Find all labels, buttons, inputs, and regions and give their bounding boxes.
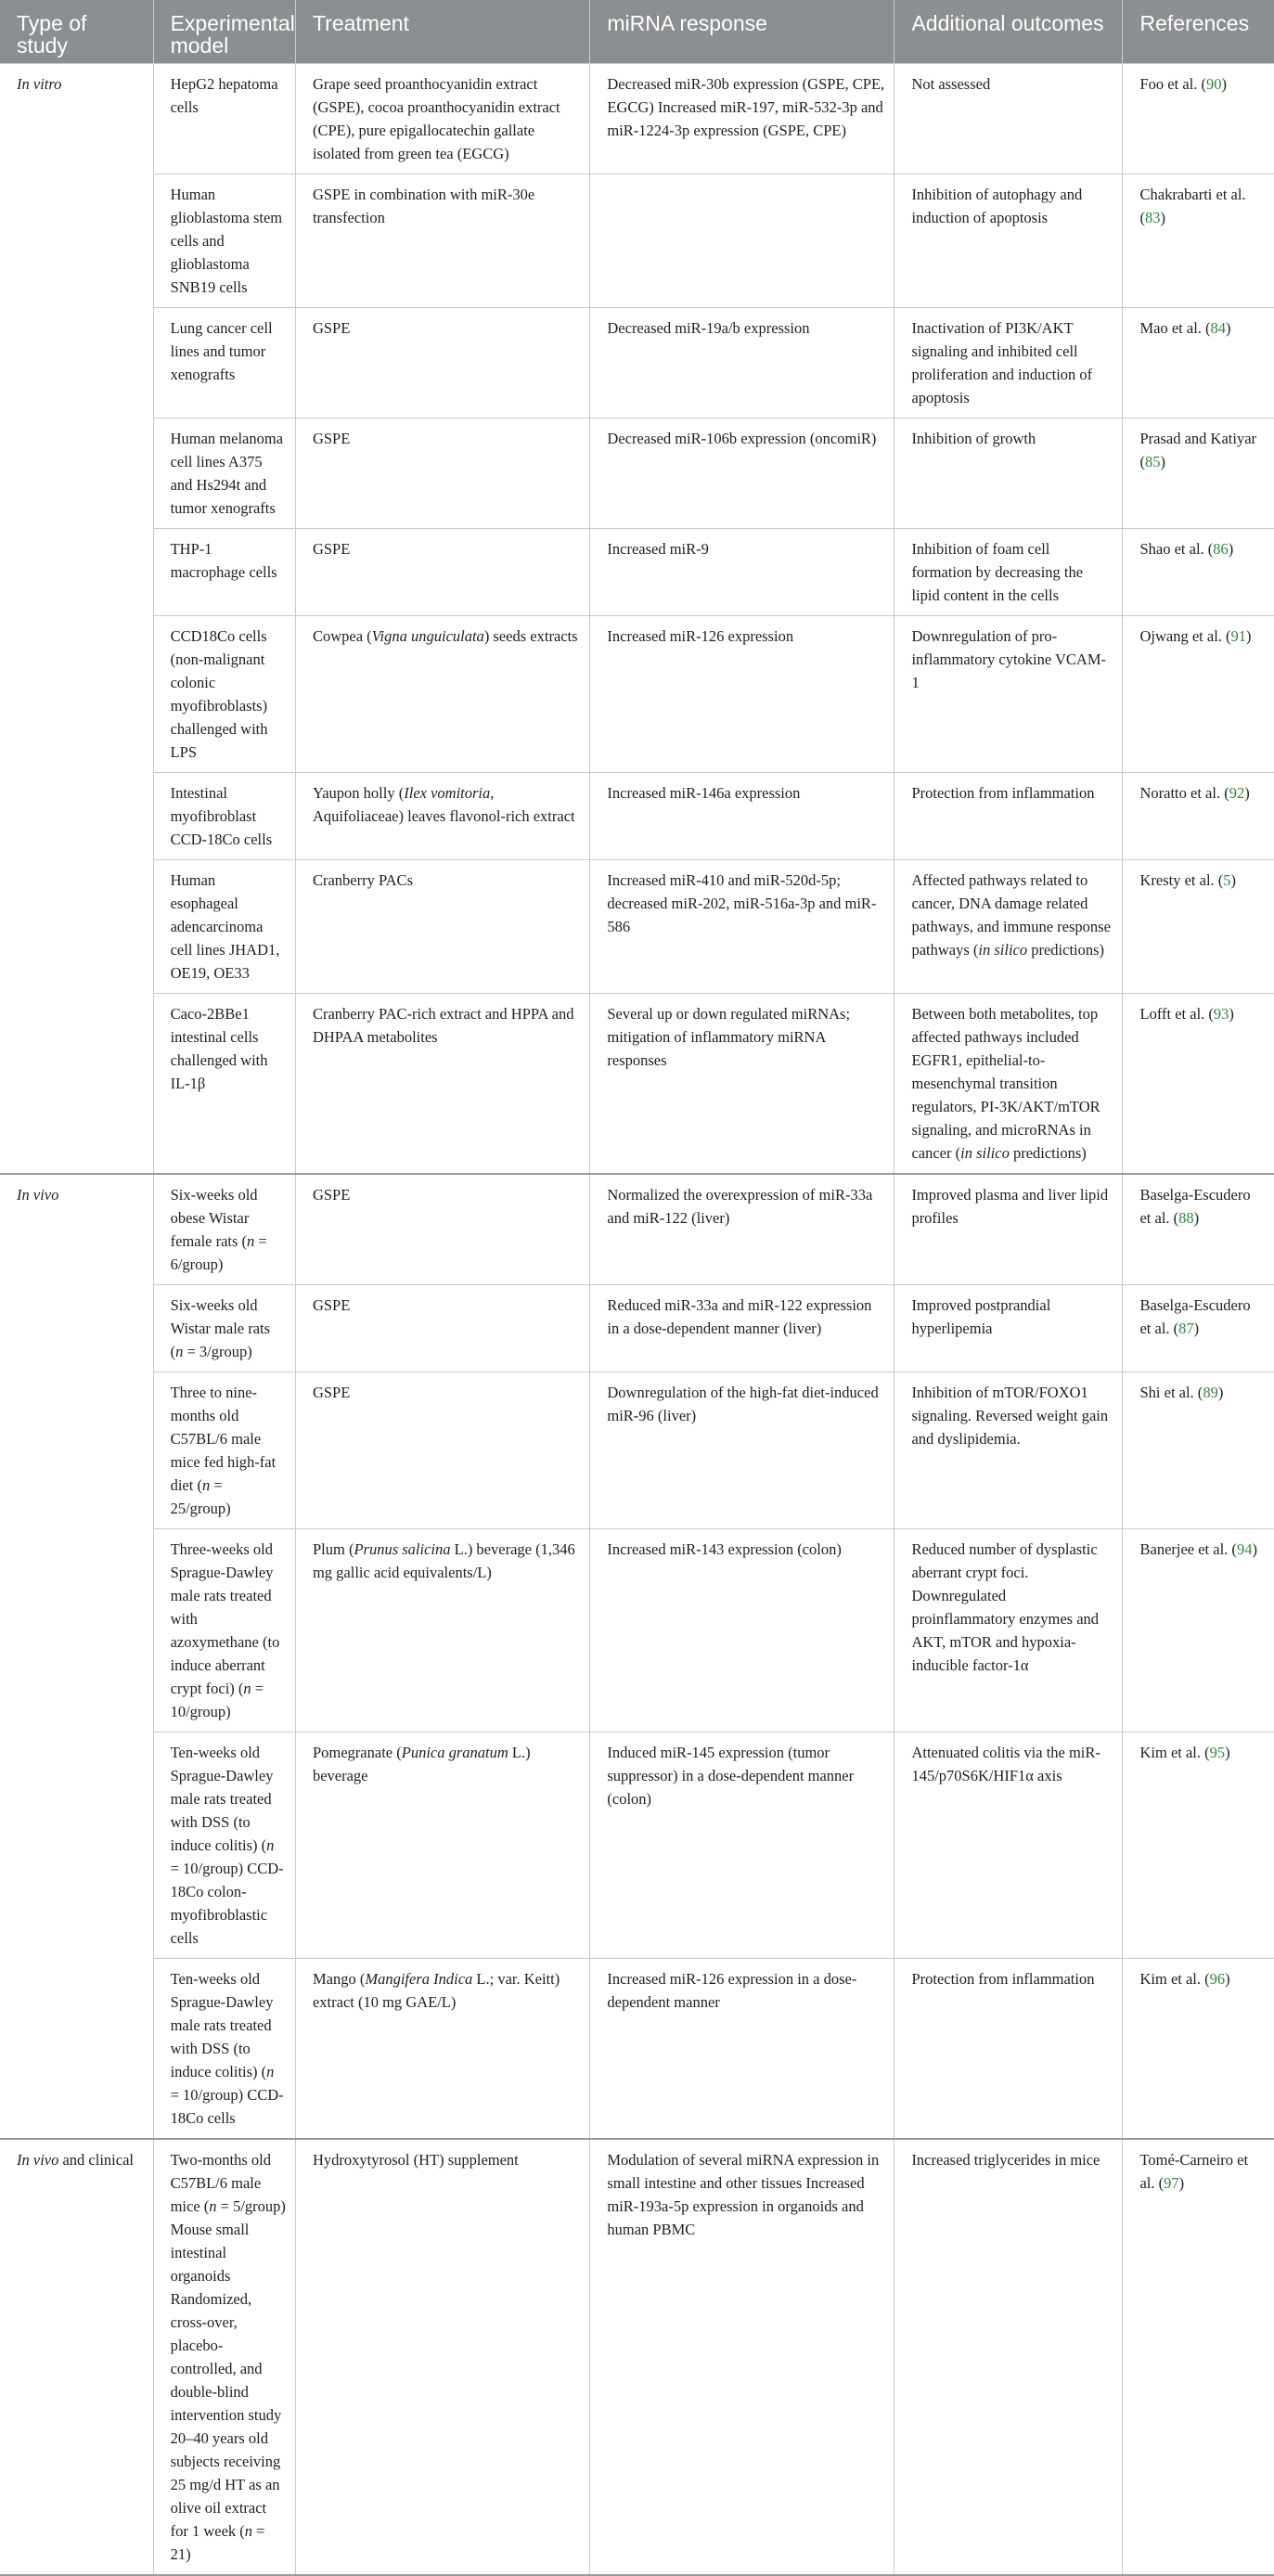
study-type-cell — [0, 2139, 153, 2575]
mirna-response-cell — [590, 1959, 894, 2140]
text-run: ) — [1193, 1209, 1200, 1227]
header-type-of-study: Type of study — [0, 0, 153, 64]
italic-text: in silico — [960, 1144, 1010, 1162]
text-run: ) seeds extracts — [483, 627, 578, 645]
text-run: Downregulation of pro-inflammatory cytokine VCAM-1 — [911, 627, 1107, 691]
outcomes-cell — [894, 419, 1123, 529]
text-run: Induced miR-145 expression (tumor suppressor) in a dose-dependent manner (colon) — [607, 1744, 855, 1808]
text-run: = 21) — [170, 2522, 265, 2563]
text-run: ) — [1244, 784, 1250, 802]
mirna-response-cell — [590, 994, 894, 1175]
mirna-response-cell — [590, 773, 894, 860]
text-run: , Aquifoliaceae) leaves flavonol-rich extract — [312, 784, 575, 825]
header-references: References — [1123, 0, 1274, 64]
text-run: Ten-weeks old Sprague-Dawley male rats treated with DSS (to induce colitis) ( — [170, 1744, 274, 1854]
model-cell — [153, 64, 295, 174]
model-cell — [153, 994, 295, 1175]
text-run: and clinical — [58, 2151, 134, 2169]
italic-text: Ilex vomitoria — [404, 784, 491, 802]
italic-text: In vivo — [17, 1186, 59, 1204]
table-row — [0, 773, 1274, 860]
text-run: Shi et al. ( — [1139, 1384, 1203, 1401]
treatment-cell — [295, 2139, 589, 2575]
table-row — [0, 616, 1274, 773]
text-run: L.) beverage — [312, 1744, 531, 1784]
text-run: Chakrabarti et al. ( — [1139, 186, 1246, 226]
text-run: GSPE — [312, 540, 351, 558]
text-run: Mango ( — [312, 1970, 366, 1988]
text-run: Noratto et al. ( — [1139, 784, 1229, 802]
outcomes-cell — [894, 773, 1123, 860]
reference-cell — [1123, 308, 1274, 419]
header-experimental-model: Experimental model — [153, 0, 295, 64]
text-run: Human melanoma cell lines A375 and Hs294t and tumor xenografts — [170, 430, 284, 517]
treatment-cell — [295, 64, 589, 174]
text-run: GSPE — [312, 1384, 351, 1401]
text-run: Not assessed — [911, 75, 991, 93]
text-run: = 6/group) — [170, 1232, 267, 1273]
outcomes-cell — [894, 1959, 1123, 2140]
text-run: = 10/group) — [170, 1680, 264, 1720]
text-run: Prasad and Katiyar ( — [1139, 430, 1257, 470]
text-run: Inhibition of autophagy and induction of apoptosis — [911, 186, 1083, 226]
text-run: Six-weeks old Wistar male rats ( — [170, 1296, 271, 1360]
reference-cell — [1123, 1285, 1274, 1372]
text-run: = 10/group) CCD-18Co cells — [170, 2086, 284, 2127]
treatment-cell — [295, 1285, 589, 1372]
text-run: Foo et al. ( — [1139, 75, 1206, 93]
mirna-response-cell — [590, 419, 894, 529]
reference-number: 5 — [1223, 871, 1231, 889]
text-run: Between both metabolites, top affected pathways included EGFR1, epithelial-to-mesenchymal transition regulators, PI-3K/AKT/mTOR signaling, and microRNAs in cancer ( — [911, 1005, 1100, 1162]
treatment-cell — [295, 773, 589, 860]
reference-cell — [1123, 773, 1274, 860]
text-run: Increased miR-143 expression (colon) — [607, 1540, 842, 1558]
reference-cell — [1123, 1174, 1274, 1285]
model-cell — [153, 529, 295, 616]
header-mirna-response: miRNA response — [590, 0, 894, 64]
mirna-response-cell — [590, 1174, 894, 1285]
table-row — [0, 1959, 1274, 2140]
reference-cell — [1123, 419, 1274, 529]
text-run: ) — [1217, 1384, 1224, 1401]
outcomes-cell — [894, 1285, 1123, 1372]
text-run: ) — [1225, 1970, 1230, 1988]
reference-number: 83 — [1144, 209, 1161, 226]
reference-number: 86 — [1213, 540, 1229, 558]
text-run: = 10/group) CCD-18Co colon-myofibroblastic cells — [170, 1860, 284, 1947]
text-run: Tomé-Carneiro et al. ( — [1139, 2151, 1249, 2192]
text-run: Reduced number of dysplastic aberrant crypt foci. Downregulated proinflammatory enzymes and AKT, mTOR and hypoxia-inducible factor-1α — [911, 1540, 1100, 1674]
text-run: ) — [1230, 871, 1237, 889]
outcomes-cell — [894, 2139, 1123, 2575]
mirna-response-cell — [590, 308, 894, 419]
mirna-response-cell — [590, 1372, 894, 1529]
table-row — [0, 1732, 1274, 1959]
treatment-cell — [295, 174, 589, 308]
italic-text: in silico — [978, 941, 1028, 959]
mirna-response-cell — [590, 2139, 894, 2575]
model-cell — [153, 1529, 295, 1732]
reference-cell — [1123, 64, 1274, 174]
text-run: Attenuated colitis via the miR-145/p70S6K/HIF1α axis — [911, 1744, 1100, 1784]
text-run: L.; var. Keitt) extract (10 mg GAE/L) — [312, 1970, 560, 2011]
text-run: GSPE — [312, 1296, 351, 1314]
reference-number: 84 — [1210, 319, 1227, 337]
study-type-cell — [0, 1174, 153, 2139]
text-run: GSPE in combination with miR-30e transfection — [312, 186, 535, 226]
text-run: = 25/group) — [170, 1476, 231, 1517]
mirna-response-cell — [590, 174, 894, 308]
mirna-response-cell — [590, 1732, 894, 1959]
table-row — [0, 1285, 1274, 1372]
model-cell — [153, 1174, 295, 1285]
text-run: Kim et al. ( — [1139, 1970, 1210, 1988]
model-cell — [153, 174, 295, 308]
italic-text: Prunus salicina — [354, 1540, 451, 1558]
text-run: = 5/group) Mouse small intestinal organoids Randomized, cross-over, placebo-controlled, and double-blind intervention study 20–40 years old subjects receiving 25 mg/d HT as an olive oil extract for 1 week ( — [170, 2197, 286, 2540]
text-run: ) — [1178, 2174, 1185, 2192]
model-cell — [153, 1959, 295, 2140]
text-run: Increased triglycerides in mice — [911, 2151, 1100, 2169]
reference-cell — [1123, 994, 1274, 1175]
italic-text: n — [244, 2522, 253, 2540]
text-run: Grape seed proanthocyanidin extract (GSPE), cocoa proanthocyanidin extract (CPE), pure epigallocatechin gallate isolated from green tea (EGCG) — [312, 75, 560, 162]
text-run: Banerjee et al. ( — [1139, 1540, 1237, 1558]
text-run: Plum ( — [312, 1540, 354, 1558]
text-run: ) — [1225, 1744, 1230, 1761]
table-row — [0, 529, 1274, 616]
text-run: Baselga-Escudero et al. ( — [1139, 1186, 1251, 1227]
text-run: Inhibition of mTOR/FOXO1 signaling. Reversed weight gain and dyslipidemia. — [911, 1384, 1109, 1448]
text-run: predictions) — [1027, 941, 1105, 959]
text-run: Increased miR-9 — [607, 540, 709, 558]
table-row — [0, 1529, 1274, 1732]
text-run: Ojwang et al. ( — [1139, 627, 1231, 645]
text-run: GSPE — [312, 430, 351, 447]
text-run: Hydroxytyrosol (HT) supplement — [312, 2151, 519, 2169]
text-run: Protection from inflammation — [911, 1970, 1095, 1988]
treatment-cell — [295, 1529, 589, 1732]
text-run: Several up or down regulated miRNAs; mitigation of inflammatory miRNA responses — [607, 1005, 851, 1069]
text-run: Intestinal myofibroblast CCD-18Co cells — [170, 784, 273, 848]
text-run: Kim et al. ( — [1139, 1744, 1210, 1761]
text-run: Decreased miR-30b expression (GSPE, CPE, EGCG) Increased miR-197, miR-532-3p and miR-1224-3p expression (GSPE, CPE) — [607, 75, 885, 139]
text-run: ) — [1252, 1540, 1257, 1558]
reference-number: 93 — [1213, 1005, 1229, 1023]
text-run: Pomegranate ( — [312, 1744, 402, 1761]
reference-number: 85 — [1144, 453, 1161, 470]
model-cell — [153, 1372, 295, 1529]
reference-number: 95 — [1209, 1744, 1226, 1761]
treatment-cell — [295, 1174, 589, 1285]
treatment-cell — [295, 1732, 589, 1959]
outcomes-cell — [894, 174, 1123, 308]
model-cell — [153, 1732, 295, 1959]
text-run: Two-months old C57BL/6 male mice ( — [170, 2151, 271, 2215]
treatment-cell — [295, 1959, 589, 2140]
italic-text: n — [175, 1343, 184, 1360]
italic-text: n — [247, 1232, 255, 1250]
mirna-response-cell — [590, 529, 894, 616]
model-cell — [153, 1285, 295, 1372]
text-run: Reduced miR-33a and miR-122 expression in a dose-dependent manner (liver) — [607, 1296, 872, 1337]
text-run: Decreased miR-106b expression (oncomiR) — [607, 430, 877, 447]
text-run: Modulation of several miRNA expression in small intestine and other tissues Increased miR-193a-5p expression in organoids and human PBMC — [607, 2151, 880, 2238]
reference-cell — [1123, 1732, 1274, 1959]
reference-cell — [1123, 1529, 1274, 1732]
italic-text: In vivo — [17, 2151, 59, 2169]
text-run: ) — [1221, 75, 1227, 93]
text-run: Protection from inflammation — [911, 784, 1095, 802]
table-header-row — [0, 0, 1274, 64]
reference-number: 97 — [1164, 2174, 1179, 2192]
text-run: Decreased miR-19a/b expression — [607, 319, 810, 337]
text-run: ) — [1160, 453, 1165, 470]
reference-number: 91 — [1230, 627, 1247, 645]
text-run: ) — [1228, 540, 1234, 558]
outcomes-cell — [894, 994, 1123, 1175]
mirna-response-cell — [590, 64, 894, 174]
model-cell — [153, 308, 295, 419]
model-cell — [153, 860, 295, 994]
text-run: predictions) — [1009, 1144, 1087, 1162]
italic-text: Vigna unguiculata — [371, 627, 484, 645]
reference-number: 90 — [1205, 75, 1222, 93]
text-run: Human glioblastoma stem cells and glioblastoma SNB19 cells — [170, 186, 283, 296]
outcomes-cell — [894, 1174, 1123, 1285]
treatment-cell — [295, 1372, 589, 1529]
outcomes-cell — [894, 1732, 1123, 1959]
text-run: Increased miR-126 expression — [607, 627, 794, 645]
italic-text: n — [201, 1476, 211, 1494]
outcomes-cell — [894, 1372, 1123, 1529]
text-run: L.) beverage (1,346 mg gallic acid equivalents/L) — [312, 1540, 575, 1581]
text-run: Downregulation of the high-fat diet-induced miR-96 (liver) — [607, 1384, 879, 1424]
outcomes-cell — [894, 529, 1123, 616]
text-run: Improved plasma and liver lipid profiles — [911, 1186, 1109, 1227]
mirna-response-cell — [590, 1285, 894, 1372]
table-row — [0, 860, 1274, 994]
text-run: Increased miR-126 expression in a dose-dependent manner — [607, 1970, 857, 2011]
text-run: Improved postprandial hyperlipemia — [911, 1296, 1051, 1337]
table-row — [0, 1372, 1274, 1529]
text-run: ) — [1246, 627, 1252, 645]
model-cell — [153, 2139, 295, 2575]
text-run: Increased miR-146a expression — [607, 784, 801, 802]
text-run: Affected pathways related to cancer, DNA damage related pathways, and immune response pathways ( — [911, 871, 1111, 959]
italic-text: n — [266, 2063, 275, 2080]
outcomes-cell — [894, 1529, 1123, 1732]
outcomes-cell — [894, 308, 1123, 419]
text-run: Inactivation of PI3K/AKT signaling and inhibited cell proliferation and induction of apoptosis — [911, 319, 1093, 406]
text-run: Six-weeks old obese Wistar female rats ( — [170, 1186, 258, 1250]
table-body — [0, 64, 1274, 2576]
reference-cell — [1123, 1959, 1274, 2140]
table-row — [0, 2139, 1274, 2575]
text-run: Cowpea ( — [312, 627, 372, 645]
text-run: Inhibition of growth — [911, 430, 1036, 447]
treatment-cell — [295, 616, 589, 773]
text-run: Shao et al. ( — [1139, 540, 1214, 558]
treatment-cell — [295, 308, 589, 419]
text-run: ) — [1226, 319, 1231, 337]
text-run: Three to nine-months old C57BL/6 male mice fed high-fat diet ( — [170, 1384, 277, 1494]
text-run: ) — [1160, 209, 1165, 226]
text-run: Three-weeks old Sprague-Dawley male rats treated with azoxymethane (to induce aberrant crypt foci) ( — [170, 1540, 280, 1697]
text-run: ) — [1193, 1320, 1200, 1337]
outcomes-cell — [894, 616, 1123, 773]
text-run: Lofft et al. ( — [1139, 1005, 1214, 1023]
text-run: GSPE — [312, 319, 351, 337]
text-run: Caco-2BBe1 intestinal cells challenged with IL-1β — [170, 1005, 268, 1092]
text-run: Human esophageal adencarcinoma cell lines JHAD1, OE19, OE33 — [170, 871, 280, 982]
text-run: Inhibition of foam cell formation by decreasing the lipid content in the cells — [911, 540, 1084, 604]
text-run: = 3/group) — [183, 1343, 252, 1360]
italic-text: n — [209, 2197, 217, 2215]
model-cell — [153, 773, 295, 860]
text-run: Yaupon holly ( — [312, 784, 405, 802]
text-run: GSPE — [312, 1186, 351, 1204]
italic-text: n — [266, 1836, 275, 1854]
reference-number: 92 — [1229, 784, 1245, 802]
text-run: HepG2 hepatoma cells — [170, 75, 278, 116]
text-run: CCD18Co cells (non-malignant colonic myofibroblasts) challenged with LPS — [170, 627, 268, 761]
italic-text: Mangifera Indica — [365, 1970, 473, 1988]
model-cell — [153, 419, 295, 529]
mirna-response-cell — [590, 1529, 894, 1732]
reference-number: 87 — [1178, 1320, 1194, 1337]
text-run: Mao et al. ( — [1139, 319, 1211, 337]
reference-cell — [1123, 174, 1274, 308]
treatment-cell — [295, 529, 589, 616]
italic-text: In vitro — [17, 75, 62, 93]
treatment-cell — [295, 994, 589, 1175]
table-row — [0, 174, 1274, 308]
table-row — [0, 308, 1274, 419]
reference-cell — [1123, 2139, 1274, 2575]
reference-cell — [1123, 529, 1274, 616]
outcomes-cell — [894, 860, 1123, 994]
reference-number: 88 — [1178, 1209, 1194, 1227]
table-row — [0, 419, 1274, 529]
table-row — [0, 1174, 1274, 1285]
text-run: Ten-weeks old Sprague-Dawley male rats treated with DSS (to induce colitis) ( — [170, 1970, 274, 2080]
mirna-response-cell — [590, 860, 894, 994]
table-row — [0, 64, 1274, 174]
treatment-cell — [295, 419, 589, 529]
italic-text: n — [243, 1680, 251, 1697]
text-run: Lung cancer cell lines and tumor xenografts — [170, 319, 273, 383]
text-run: Cranberry PAC-rich extract and HPPA and DHPAA metabolites — [312, 1005, 574, 1046]
reference-cell — [1123, 616, 1274, 773]
text-run: THP-1 macrophage cells — [170, 540, 277, 581]
reference-number: 96 — [1209, 1970, 1226, 1988]
study-type-cell — [0, 64, 153, 1175]
header-treatment: Treatment — [295, 0, 589, 64]
reference-cell — [1123, 1372, 1274, 1529]
outcomes-cell — [894, 64, 1123, 174]
italic-text: Punica granatum — [401, 1744, 508, 1761]
text-run: Baselga-Escudero et al. ( — [1139, 1296, 1251, 1337]
reference-number: 94 — [1236, 1540, 1253, 1558]
table-row — [0, 994, 1274, 1175]
text-run: Increased miR-410 and miR-520d-5p; decreased miR-202, miR-516a-3p and miR-586 — [607, 871, 877, 935]
text-run: Kresty et al. ( — [1139, 871, 1224, 889]
reference-cell — [1123, 860, 1274, 994]
text-run: Normalized the overexpression of miR-33a and miR-122 (liver) — [607, 1186, 873, 1227]
text-run: Cranberry PACs — [312, 871, 413, 889]
reference-number: 89 — [1203, 1384, 1218, 1401]
text-run: ) — [1229, 1005, 1234, 1023]
treatment-cell — [295, 860, 589, 994]
model-cell — [153, 616, 295, 773]
header-additional-outcomes: Additional outcomes — [894, 0, 1123, 64]
mirna-response-cell — [590, 616, 894, 773]
